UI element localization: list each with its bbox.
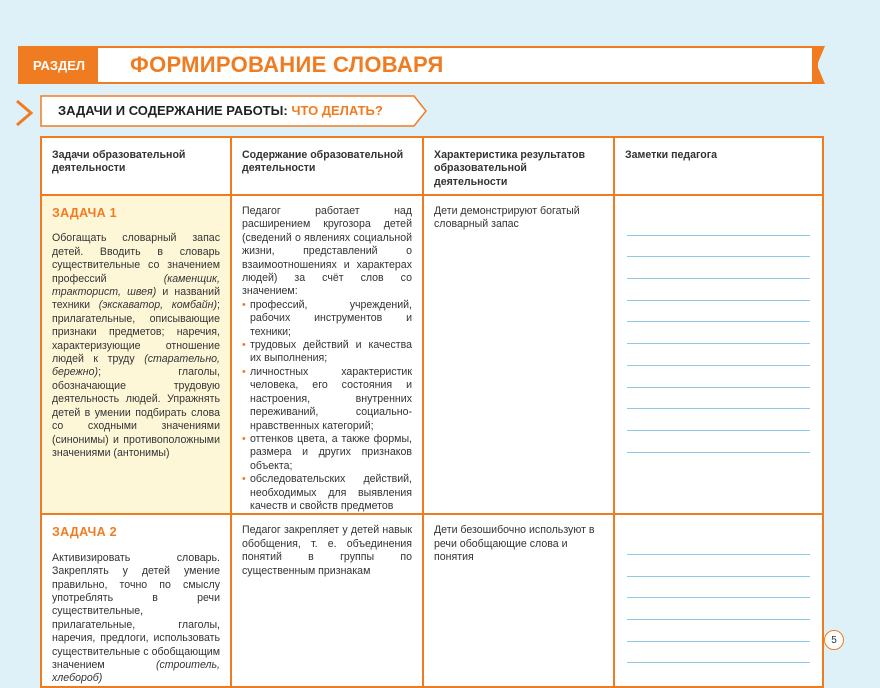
content-bullets bbox=[242, 299, 412, 514]
notes-cell bbox=[614, 514, 823, 686]
result-cell bbox=[423, 514, 614, 686]
task-title: ЗАДАЧА 2 bbox=[52, 525, 117, 540]
note-line[interactable] bbox=[627, 620, 810, 642]
subheading bbox=[40, 95, 418, 127]
page-title: ФОРМИРОВАНИЕ СЛОВАРЯ bbox=[130, 52, 444, 77]
subheading-accent: ЧТО ДЕЛАТЬ? bbox=[291, 103, 383, 118]
note-line[interactable] bbox=[627, 257, 810, 279]
table-row bbox=[41, 195, 823, 514]
table-row bbox=[41, 514, 823, 686]
list-item: • профессий, учреждений, рабочих инструментов и техники; bbox=[242, 299, 412, 339]
tasks-table bbox=[40, 136, 824, 688]
note-line[interactable] bbox=[627, 322, 810, 344]
content-intro: Педагог закрепляет у детей навык обобщения, т. е. объединения понятий в группы по существенным признакам bbox=[242, 524, 412, 577]
result-cell bbox=[423, 195, 614, 514]
header-content: Содержание образовательной деятельности bbox=[231, 137, 423, 195]
page-number: 5 bbox=[824, 630, 844, 650]
note-line[interactable] bbox=[627, 555, 810, 577]
task-cell bbox=[41, 195, 231, 514]
task-title: ЗАДАЧА 1 bbox=[52, 206, 117, 220]
notes-lines bbox=[615, 515, 822, 663]
note-line[interactable] bbox=[627, 388, 810, 410]
section-banner bbox=[18, 46, 818, 84]
note-line[interactable] bbox=[627, 214, 810, 236]
note-line[interactable] bbox=[627, 577, 810, 599]
note-line[interactable] bbox=[627, 366, 810, 388]
content-cell bbox=[231, 514, 423, 686]
list-item: • обследовательских действий, необходимых для выявления качеств и свойств предметов bbox=[242, 473, 412, 513]
banner-arrow-icon bbox=[812, 46, 830, 84]
note-line[interactable] bbox=[627, 409, 810, 431]
note-line[interactable] bbox=[627, 598, 810, 620]
side-arrow-icon bbox=[14, 99, 34, 127]
list-item: • личностных характеристик человека, его состояния и настроения, внутренних переживаний, социально-нравственных категорий; bbox=[242, 366, 412, 433]
note-line[interactable] bbox=[627, 344, 810, 366]
subheading-text bbox=[58, 103, 383, 118]
task-cell bbox=[41, 514, 231, 686]
notes-lines bbox=[615, 196, 822, 453]
note-line[interactable] bbox=[627, 236, 810, 258]
list-item: • оттенков цвета, а также формы, размера и других признаков объекта; bbox=[242, 433, 412, 473]
note-line[interactable] bbox=[627, 301, 810, 323]
note-line[interactable] bbox=[627, 533, 810, 555]
list-item: • трудовых действий и качества их выполнения; bbox=[242, 339, 412, 366]
note-line[interactable] bbox=[627, 642, 810, 664]
result-text: Дети безошибочно используют в речи обобщающие слова и понятия bbox=[434, 524, 595, 564]
content-cell bbox=[231, 195, 423, 514]
section-label: РАЗДЕЛ bbox=[20, 48, 98, 82]
header-tasks: Задачи образовательной деятельности bbox=[41, 137, 231, 195]
note-line[interactable] bbox=[627, 279, 810, 301]
table-header-row bbox=[41, 137, 823, 195]
subheading-main: ЗАДАЧИ И СОДЕРЖАНИЕ РАБОТЫ: bbox=[58, 103, 288, 118]
task-description: Активизировать словарь. Закреплять у детей умение правильно, точно по смыслу употреблять в речи существительные, прилагательные, глаголы, наречия, предлоги, использовать существительные с обобщающим значением (строитель, хлебороб) bbox=[52, 551, 220, 685]
result-text: Дети демонстрируют богатый словарный запас bbox=[434, 205, 580, 231]
header-notes: Заметки педагога bbox=[614, 137, 823, 195]
task-description: Обогащать словарный запас детей. Вводить в словарь существительные со значением профессий (каменщик, тракторист, швея) и названий техники (экскаватор, комбайн); прилагательные, описывающие признаки предметов; наречия, характеризующие отношение людей к труду (старательно, бережно); глаголы, обозначающие трудовую деятельность людей. Упражнять детей в умении подбирать слова со сходными значениями (синонимы) и противоположными значениями (антонимы) bbox=[52, 232, 220, 459]
header-results: Характеристика результатов образовательной деятельности bbox=[423, 137, 614, 195]
content-intro: Педагог работает над расширением кругозора детей (сведений о явлениях социальной жизни, представлений о взаимоотношениях и характерах людей) за счёт слов со значением: bbox=[242, 205, 412, 298]
notes-cell bbox=[614, 195, 823, 514]
note-line[interactable] bbox=[627, 431, 810, 453]
